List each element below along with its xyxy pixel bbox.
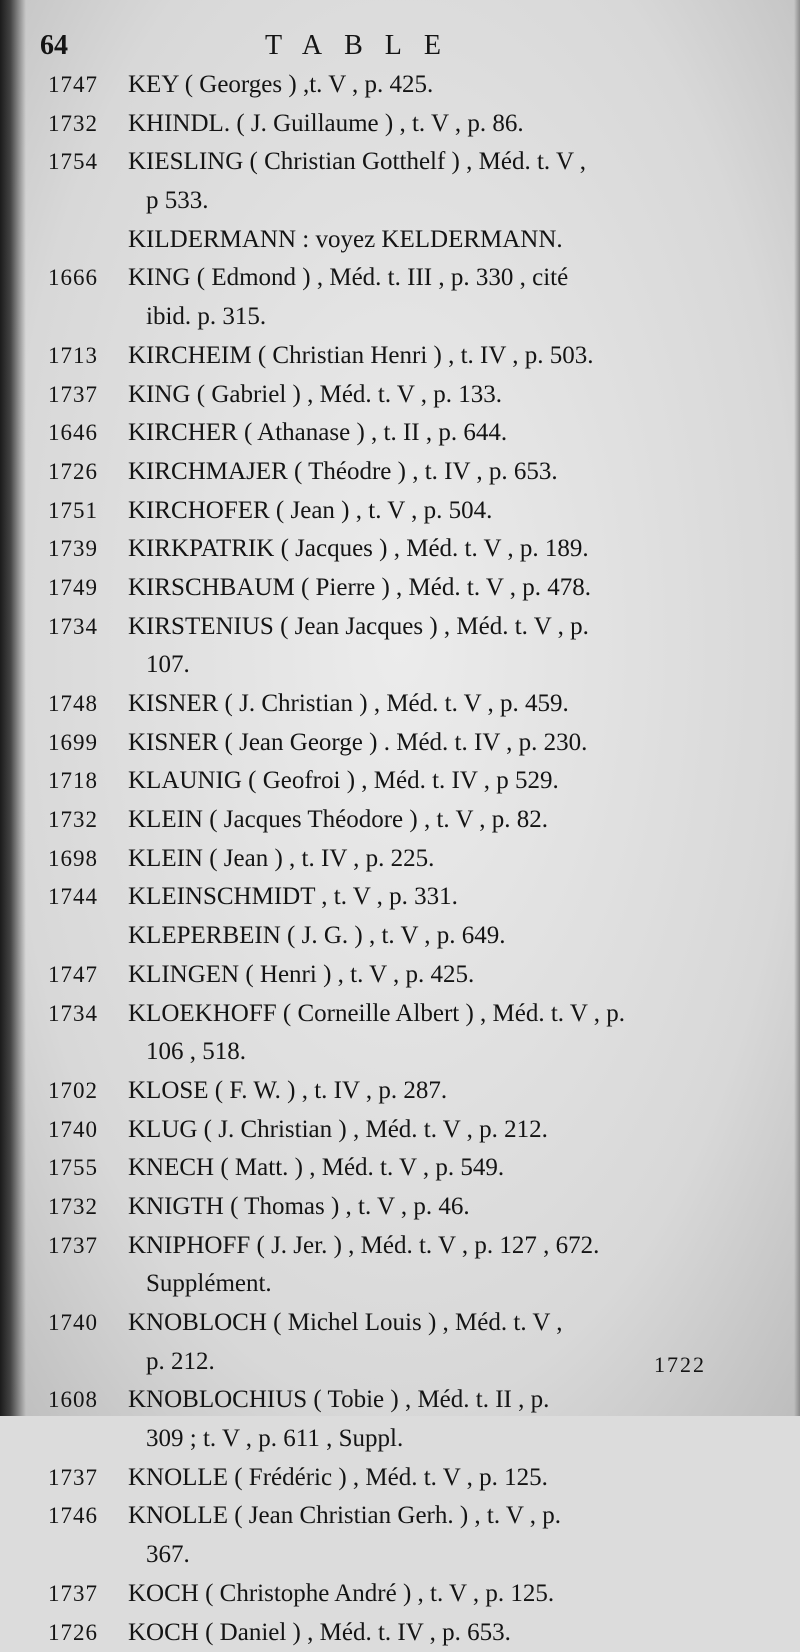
entry-year: 1732	[48, 105, 126, 144]
index-entry	[48, 1459, 728, 1498]
entry-text: KNIPHOFF ( J. Jer. ) , Méd. t. V , p. 127 , 672.	[48, 1227, 728, 1266]
entry-continuation: 106 , 518.	[48, 1033, 728, 1072]
entry-year: 1734	[48, 995, 126, 1034]
index-entry	[48, 1614, 728, 1652]
entry-year: 1740	[48, 1111, 126, 1150]
entry-year: 1732	[48, 1188, 126, 1227]
entry-year: 1666	[48, 259, 126, 298]
entry-year: 1732	[48, 801, 126, 840]
entry-year: 1751	[48, 492, 126, 531]
entry-year: 1748	[48, 685, 126, 724]
entry-continuation: 309 ; t. V , p. 611 , Suppl.	[48, 1420, 728, 1459]
index-entry	[48, 840, 728, 879]
entry-year: 1737	[48, 1575, 126, 1614]
index-entry	[48, 724, 728, 763]
entry-text: KOCH ( Christophe André ) , t. V , p. 125.	[48, 1575, 728, 1614]
index-entry	[48, 956, 728, 995]
entry-text: KING ( Edmond ) , Méd. t. III , p. 330 , cité	[48, 259, 728, 298]
entry-year: 1740	[48, 1304, 126, 1343]
entry-text: KLEPERBEIN ( J. G. ) , t. V , p. 649.	[48, 917, 728, 956]
entry-year: 1726	[48, 453, 126, 492]
index-entry	[48, 995, 728, 1072]
index-entry	[48, 492, 728, 531]
index-entry	[48, 569, 728, 608]
entry-year: 1737	[48, 376, 126, 415]
index-entry	[48, 1149, 728, 1188]
index-entry	[48, 685, 728, 724]
index-entry	[48, 453, 728, 492]
entry-text: KLEIN ( Jean ) , t. IV , p. 225.	[48, 840, 728, 879]
entry-text: KNOBLOCHIUS ( Tobie ) , Méd. t. II , p.	[48, 1381, 728, 1420]
page-number: 64	[40, 30, 68, 62]
index-entry	[48, 221, 728, 260]
index-entry	[48, 801, 728, 840]
entry-continuation: p 533.	[48, 182, 728, 221]
entry-continuation: Supplément.	[48, 1265, 728, 1304]
entry-text: KIRKPATRIK ( Jacques ) , Méd. t. V , p. 189.	[48, 530, 728, 569]
entry-text: KIRSCHBAUM ( Pierre ) , Méd. t. V , p. 478.	[48, 569, 728, 608]
index-entry	[48, 143, 728, 220]
entry-year: 1713	[48, 337, 126, 376]
index-entry	[48, 1381, 728, 1458]
entry-continuation: p. 212.	[48, 1343, 728, 1382]
entry-text: KLINGEN ( Henri ) , t. V , p. 425.	[48, 956, 728, 995]
entry-text: KIRSTENIUS ( Jean Jacques ) , Méd. t. V , p.	[48, 608, 728, 647]
index-entry	[48, 1072, 728, 1111]
entry-text: KIRCHER ( Athanase ) , t. II , p. 644.	[48, 414, 728, 453]
entry-text: KING ( Gabriel ) , Méd. t. V , p. 133.	[48, 376, 728, 415]
entry-text: KLUG ( J. Christian ) , Méd. t. V , p. 212.	[48, 1111, 728, 1150]
entry-continuation: 107.	[48, 646, 728, 685]
entry-text: KLOSE ( F. W. ) , t. IV , p. 287.	[48, 1072, 728, 1111]
entry-text: KHINDL. ( J. Guillaume ) , t. V , p. 86.	[48, 105, 728, 144]
entry-text: KEY ( Georges ) ,t. V , p. 425.	[48, 66, 728, 105]
index-entry	[48, 917, 728, 956]
entry-year: 1747	[48, 956, 126, 995]
entry-year: 1747	[48, 66, 126, 105]
entry-year: 1699	[48, 724, 126, 763]
entry-text: KNIGTH ( Thomas ) , t. V , p. 46.	[48, 1188, 728, 1227]
entry-text: KLEINSCHMIDT , t. V , p. 331.	[48, 878, 728, 917]
entry-year: 1737	[48, 1227, 126, 1266]
entry-year	[48, 221, 126, 260]
index-entry	[48, 762, 728, 801]
index-entry	[48, 259, 728, 336]
entry-year: 1754	[48, 143, 126, 182]
running-title: TABLE	[265, 30, 463, 62]
entry-text: KNOBLOCH ( Michel Louis ) , Méd. t. V ,	[48, 1304, 728, 1343]
entry-year: 1739	[48, 530, 126, 569]
entry-text: KNOLLE ( Frédéric ) , Méd. t. V , p. 125.	[48, 1459, 728, 1498]
index-entry	[48, 414, 728, 453]
index-entry	[48, 1227, 728, 1304]
index-entry	[48, 1575, 728, 1614]
index-entry	[48, 1188, 728, 1227]
index-entry	[48, 1111, 728, 1150]
index-entry	[48, 608, 728, 685]
index-entry	[48, 105, 728, 144]
entry-year: 1608	[48, 1381, 126, 1420]
entry-text: KIESLING ( Christian Gotthelf ) , Méd. t. V ,	[48, 143, 728, 182]
entry-text: KISNER ( Jean George ) . Méd. t. IV , p. 230.	[48, 724, 728, 763]
index-entry	[48, 376, 728, 415]
entry-text: KIRCHMAJER ( Théodre ) , t. IV , p. 653.	[48, 453, 728, 492]
entry-year: 1744	[48, 878, 126, 917]
entry-year: 1718	[48, 762, 126, 801]
entry-continuation: ibid. p. 315.	[48, 298, 728, 337]
entry-text: KNOLLE ( Jean Christian Gerh. ) , t. V , p.	[48, 1497, 728, 1536]
entry-text: KILDERMANN : voyez KELDERMANN.	[48, 221, 728, 260]
entry-year: 1726	[48, 1614, 126, 1652]
entry-year: 1646	[48, 414, 126, 453]
index-entry	[48, 878, 728, 917]
index-entry	[48, 66, 728, 105]
entry-year	[48, 917, 126, 956]
entry-text: KLAUNIG ( Geofroi ) , Méd. t. IV , p 529.	[48, 762, 728, 801]
entry-text: KOCH ( Daniel ) , Méd. t. IV , p. 653.	[48, 1614, 728, 1652]
catchword: 1722	[654, 1352, 706, 1378]
entry-year: 1749	[48, 569, 126, 608]
index-entries	[48, 66, 728, 1652]
entry-text: KLOEKHOFF ( Corneille Albert ) , Méd. t. V , p.	[48, 995, 728, 1034]
index-entry	[48, 337, 728, 376]
page-header	[40, 30, 760, 64]
index-entry	[48, 530, 728, 569]
entry-year: 1702	[48, 1072, 126, 1111]
entry-year: 1755	[48, 1149, 126, 1188]
entry-text: KIRCHEIM ( Christian Henri ) , t. IV , p. 503.	[48, 337, 728, 376]
index-entry	[48, 1497, 728, 1574]
index-entry	[48, 1304, 728, 1381]
entry-text: KLEIN ( Jacques Théodore ) , t. V , p. 82.	[48, 801, 728, 840]
entry-text: KISNER ( J. Christian ) , Méd. t. V , p. 459.	[48, 685, 728, 724]
entry-year: 1734	[48, 608, 126, 647]
entry-text: KIRCHOFER ( Jean ) , t. V , p. 504.	[48, 492, 728, 531]
entry-year: 1698	[48, 840, 126, 879]
entry-year: 1737	[48, 1459, 126, 1498]
entry-continuation: 367.	[48, 1536, 728, 1575]
entry-text: KNECH ( Matt. ) , Méd. t. V , p. 549.	[48, 1149, 728, 1188]
entry-year: 1746	[48, 1497, 126, 1536]
